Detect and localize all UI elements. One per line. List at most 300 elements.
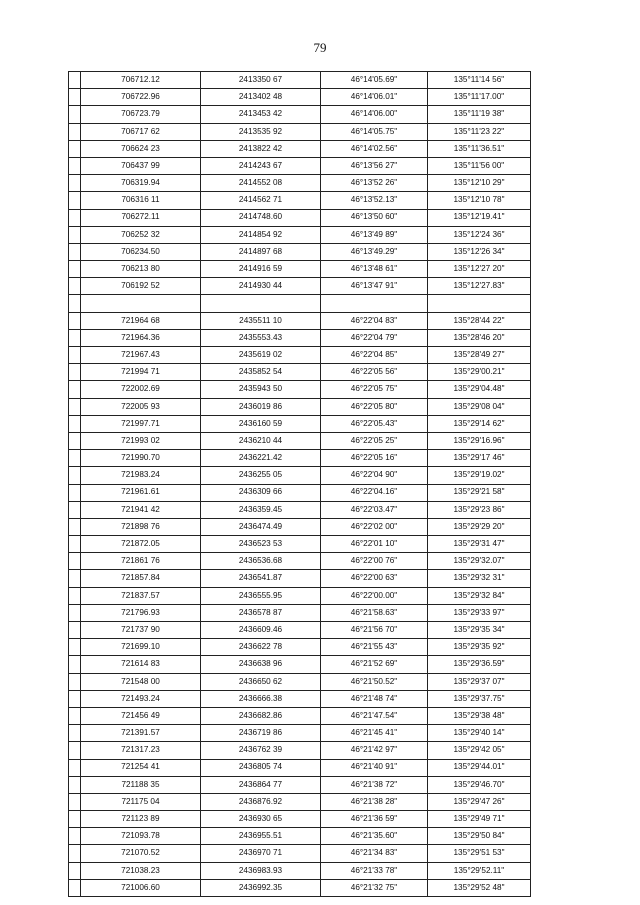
table-row	[69, 329, 631, 346]
page-number: 79	[313, 40, 327, 55]
row-margin-cell	[69, 106, 81, 123]
row-end-cell	[531, 690, 631, 707]
x-coordinate-cell: 706712.12	[81, 72, 201, 89]
x-coordinate-cell: 706437 99	[81, 157, 201, 174]
x-coordinate-cell: 721123 89	[81, 811, 201, 828]
x-coordinate-cell: 721614 83	[81, 656, 201, 673]
x-coordinate-cell: 722005 93	[81, 398, 201, 415]
latitude-cell: 46°22'04 85"	[321, 347, 428, 364]
row-end-cell	[531, 432, 631, 449]
row-end-cell	[531, 72, 631, 89]
table-row	[69, 261, 631, 278]
row-margin-cell	[69, 329, 81, 346]
table-row	[69, 828, 631, 845]
latitude-cell: 46°13'49 89"	[321, 226, 428, 243]
table-row	[69, 776, 631, 793]
y-coordinate-cell: 2436666.38	[201, 690, 321, 707]
row-margin-cell	[69, 72, 81, 89]
table-row	[69, 209, 631, 226]
table-row	[69, 656, 631, 673]
table-row	[69, 622, 631, 639]
x-coordinate-cell: 721493.24	[81, 690, 201, 707]
longitude-cell: 135°29'33 97"	[428, 604, 531, 621]
y-coordinate-cell: 2414916 59	[201, 261, 321, 278]
longitude-cell: 135°29'14 62"	[428, 415, 531, 432]
row-margin-cell	[69, 656, 81, 673]
longitude-cell: 135°11'23 22"	[428, 123, 531, 140]
table-row	[69, 467, 631, 484]
longitude-cell	[428, 295, 531, 312]
x-coordinate-cell: 721993 02	[81, 432, 201, 449]
table-row	[69, 845, 631, 862]
longitude-cell: 135°29'32 84"	[428, 587, 531, 604]
x-coordinate-cell: 721317.23	[81, 742, 201, 759]
row-end-cell	[531, 243, 631, 260]
row-margin-cell	[69, 192, 81, 209]
latitude-cell: 46°13'50 60"	[321, 209, 428, 226]
longitude-cell: 135°29'37.75"	[428, 690, 531, 707]
row-end-cell	[531, 484, 631, 501]
y-coordinate-cell: 2436019 86	[201, 398, 321, 415]
row-margin-cell	[69, 742, 81, 759]
x-coordinate-cell: 706723.79	[81, 106, 201, 123]
x-coordinate-cell	[81, 295, 201, 312]
latitude-cell: 46°21'38 72"	[321, 776, 428, 793]
x-coordinate-cell: 721456 49	[81, 707, 201, 724]
row-end-cell	[531, 622, 631, 639]
x-coordinate-cell: 721796.93	[81, 604, 201, 621]
row-end-cell	[531, 209, 631, 226]
latitude-cell: 46°21'42 97"	[321, 742, 428, 759]
row-margin-cell	[69, 845, 81, 862]
row-margin-cell	[69, 862, 81, 879]
latitude-cell: 46°21'56 70"	[321, 622, 428, 639]
row-margin-cell	[69, 140, 81, 157]
y-coordinate-cell: 2413453 42	[201, 106, 321, 123]
x-coordinate-cell: 721070.52	[81, 845, 201, 862]
row-margin-cell	[69, 536, 81, 553]
longitude-cell: 135°29'31 47"	[428, 536, 531, 553]
longitude-cell: 135°11'14 56"	[428, 72, 531, 89]
table-row	[69, 106, 631, 123]
latitude-cell: 46°21'45 41"	[321, 725, 428, 742]
y-coordinate-cell: 2435852 54	[201, 364, 321, 381]
x-coordinate-cell: 721990.70	[81, 450, 201, 467]
y-coordinate-cell: 2436650 62	[201, 673, 321, 690]
row-margin-cell	[69, 89, 81, 106]
x-coordinate-cell: 721898 76	[81, 518, 201, 535]
table-row	[69, 89, 631, 106]
longitude-cell: 135°28'44 22"	[428, 312, 531, 329]
row-margin-cell	[69, 639, 81, 656]
row-end-cell	[531, 140, 631, 157]
row-end-cell	[531, 157, 631, 174]
table-row	[69, 381, 631, 398]
latitude-cell: 46°14'06.00"	[321, 106, 428, 123]
row-end-cell	[531, 226, 631, 243]
table-row	[69, 759, 631, 776]
table-row	[69, 811, 631, 828]
y-coordinate-cell: 2413402 48	[201, 89, 321, 106]
row-margin-cell	[69, 295, 81, 312]
latitude-cell: 46°13'52.13"	[321, 192, 428, 209]
latitude-cell: 46°21'34 83"	[321, 845, 428, 862]
y-coordinate-cell: 2436578 87	[201, 604, 321, 621]
row-margin-cell	[69, 347, 81, 364]
table-row	[69, 415, 631, 432]
latitude-cell: 46°22'02 00"	[321, 518, 428, 535]
latitude-cell: 46°22'05 80"	[321, 398, 428, 415]
y-coordinate-cell: 2436955.51	[201, 828, 321, 845]
row-end-cell	[531, 501, 631, 518]
row-end-cell	[531, 89, 631, 106]
x-coordinate-cell: 721857.84	[81, 570, 201, 587]
longitude-cell: 135°29'46.70"	[428, 776, 531, 793]
row-end-cell	[531, 776, 631, 793]
latitude-cell: 46°22'04 83"	[321, 312, 428, 329]
y-coordinate-cell: 2436210 44	[201, 432, 321, 449]
y-coordinate-cell: 2435553.43	[201, 329, 321, 346]
row-margin-cell	[69, 622, 81, 639]
y-coordinate-cell: 2436682.86	[201, 707, 321, 724]
row-end-cell	[531, 828, 631, 845]
x-coordinate-cell: 721391.57	[81, 725, 201, 742]
latitude-cell: 46°21'36 59"	[321, 811, 428, 828]
table-row	[69, 862, 631, 879]
longitude-cell: 135°29'17 46"	[428, 450, 531, 467]
row-end-cell	[531, 553, 631, 570]
y-coordinate-cell: 2436970 71	[201, 845, 321, 862]
x-coordinate-cell: 721837.57	[81, 587, 201, 604]
y-coordinate-cell: 2436160 59	[201, 415, 321, 432]
row-margin-cell	[69, 450, 81, 467]
x-coordinate-cell: 706717 62	[81, 123, 201, 140]
table-row	[69, 690, 631, 707]
longitude-cell: 135°29'37 07"	[428, 673, 531, 690]
longitude-cell: 135°11'56 00"	[428, 157, 531, 174]
row-end-cell	[531, 587, 631, 604]
y-coordinate-cell: 2435943 50	[201, 381, 321, 398]
row-end-cell	[531, 879, 631, 896]
longitude-cell: 135°29'35 92"	[428, 639, 531, 656]
table-row	[69, 501, 631, 518]
y-coordinate-cell: 2436864 77	[201, 776, 321, 793]
latitude-cell: 46°21'32 75"	[321, 879, 428, 896]
y-coordinate-cell: 2436255 05	[201, 467, 321, 484]
row-end-cell	[531, 364, 631, 381]
table-row	[69, 587, 631, 604]
row-end-cell	[531, 278, 631, 295]
x-coordinate-cell: 721175 04	[81, 793, 201, 810]
latitude-cell: 46°21'47.54"	[321, 707, 428, 724]
row-margin-cell	[69, 759, 81, 776]
x-coordinate-cell: 721997.71	[81, 415, 201, 432]
y-coordinate-cell: 2436805 74	[201, 759, 321, 776]
longitude-cell: 135°12'27 20"	[428, 261, 531, 278]
y-coordinate-cell: 2435619 02	[201, 347, 321, 364]
latitude-cell: 46°22'04 90"	[321, 467, 428, 484]
x-coordinate-cell: 706192 52	[81, 278, 201, 295]
row-end-cell	[531, 175, 631, 192]
longitude-cell: 135°12'10 29"	[428, 175, 531, 192]
longitude-cell: 135°29'00.21"	[428, 364, 531, 381]
row-margin-cell	[69, 879, 81, 896]
latitude-cell: 46°13'56 27"	[321, 157, 428, 174]
row-margin-cell	[69, 175, 81, 192]
latitude-cell: 46°22'05.43"	[321, 415, 428, 432]
y-coordinate-cell: 2436930 65	[201, 811, 321, 828]
longitude-cell: 135°29'52 48"	[428, 879, 531, 896]
longitude-cell: 135°28'46 20"	[428, 329, 531, 346]
x-coordinate-cell: 721941 42	[81, 501, 201, 518]
y-coordinate-cell: 2436359.45	[201, 501, 321, 518]
latitude-cell: 46°22'04 79"	[321, 329, 428, 346]
longitude-cell: 135°29'04.48"	[428, 381, 531, 398]
latitude-cell: 46°22'05 25"	[321, 432, 428, 449]
table-row	[69, 570, 631, 587]
x-coordinate-cell: 721861 76	[81, 553, 201, 570]
x-coordinate-cell: 721872.05	[81, 536, 201, 553]
y-coordinate-cell: 2436309 66	[201, 484, 321, 501]
longitude-cell: 135°29'23 86"	[428, 501, 531, 518]
row-margin-cell	[69, 793, 81, 810]
table-row	[69, 707, 631, 724]
longitude-cell: 135°11'36.51"	[428, 140, 531, 157]
latitude-cell: 46°22'04.16"	[321, 484, 428, 501]
table-row	[69, 192, 631, 209]
row-margin-cell	[69, 725, 81, 742]
row-margin-cell	[69, 707, 81, 724]
row-end-cell	[531, 811, 631, 828]
latitude-cell: 46°21'50.52"	[321, 673, 428, 690]
longitude-cell: 135°29'32.07"	[428, 553, 531, 570]
y-coordinate-cell: 2414552 08	[201, 175, 321, 192]
row-margin-cell	[69, 501, 81, 518]
table-row	[69, 157, 631, 174]
latitude-cell: 46°22'03.47"	[321, 501, 428, 518]
row-end-cell	[531, 381, 631, 398]
row-margin-cell	[69, 484, 81, 501]
coordinates-table	[68, 71, 631, 897]
longitude-cell: 135°29'21 58"	[428, 484, 531, 501]
y-coordinate-cell: 2414748.60	[201, 209, 321, 226]
table-row	[69, 879, 631, 896]
longitude-cell: 135°29'36.59"	[428, 656, 531, 673]
table-row	[69, 673, 631, 690]
longitude-cell: 135°29'44.01"	[428, 759, 531, 776]
row-margin-cell	[69, 209, 81, 226]
latitude-cell: 46°14'05.69"	[321, 72, 428, 89]
x-coordinate-cell: 722002.69	[81, 381, 201, 398]
longitude-cell: 135°29'49 71"	[428, 811, 531, 828]
x-coordinate-cell: 706722.96	[81, 89, 201, 106]
table-row	[69, 278, 631, 295]
table-row	[69, 604, 631, 621]
longitude-cell: 135°29'38 48"	[428, 707, 531, 724]
row-end-cell	[531, 398, 631, 415]
y-coordinate-cell	[201, 295, 321, 312]
longitude-cell: 135°29'08 04"	[428, 398, 531, 415]
x-coordinate-cell: 721983.24	[81, 467, 201, 484]
latitude-cell: 46°21'48 74"	[321, 690, 428, 707]
coordinates-table-body	[69, 72, 631, 897]
row-end-cell	[531, 467, 631, 484]
row-margin-cell	[69, 811, 81, 828]
longitude-cell: 135°12'27.83"	[428, 278, 531, 295]
row-margin-cell	[69, 828, 81, 845]
row-end-cell	[531, 759, 631, 776]
longitude-cell: 135°29'47 26"	[428, 793, 531, 810]
table-row	[69, 72, 631, 89]
x-coordinate-cell: 706319.94	[81, 175, 201, 192]
y-coordinate-cell: 2436762 39	[201, 742, 321, 759]
x-coordinate-cell: 721006.60	[81, 879, 201, 896]
row-end-cell	[531, 450, 631, 467]
table-row	[69, 175, 631, 192]
row-end-cell	[531, 639, 631, 656]
x-coordinate-cell: 721188 35	[81, 776, 201, 793]
y-coordinate-cell: 2413822 42	[201, 140, 321, 157]
y-coordinate-cell: 2414243 67	[201, 157, 321, 174]
row-margin-cell	[69, 123, 81, 140]
row-margin-cell	[69, 312, 81, 329]
latitude-cell: 46°22'05 16"	[321, 450, 428, 467]
x-coordinate-cell: 721737 90	[81, 622, 201, 639]
x-coordinate-cell: 721093.78	[81, 828, 201, 845]
longitude-cell: 135°29'16.96"	[428, 432, 531, 449]
row-end-cell	[531, 604, 631, 621]
row-margin-cell	[69, 467, 81, 484]
y-coordinate-cell: 2413535 92	[201, 123, 321, 140]
table-row	[69, 518, 631, 535]
row-margin-cell	[69, 278, 81, 295]
row-margin-cell	[69, 553, 81, 570]
y-coordinate-cell: 2436609.46	[201, 622, 321, 639]
longitude-cell: 135°29'35 34"	[428, 622, 531, 639]
latitude-cell: 46°14'05.75"	[321, 123, 428, 140]
row-margin-cell	[69, 226, 81, 243]
latitude-cell: 46°21'35.60"	[321, 828, 428, 845]
table-row	[69, 364, 631, 381]
row-end-cell	[531, 656, 631, 673]
latitude-cell: 46°14'06.01"	[321, 89, 428, 106]
x-coordinate-cell: 706316 11	[81, 192, 201, 209]
longitude-cell: 135°12'26 34"	[428, 243, 531, 260]
longitude-cell: 135°29'40 14"	[428, 725, 531, 742]
latitude-cell: 46°13'47 91"	[321, 278, 428, 295]
longitude-cell: 135°29'19.02"	[428, 467, 531, 484]
latitude-cell: 46°22'05 75"	[321, 381, 428, 398]
latitude-cell: 46°22'01 10"	[321, 536, 428, 553]
x-coordinate-cell: 706624 23	[81, 140, 201, 157]
table-row	[69, 226, 631, 243]
row-end-cell	[531, 725, 631, 742]
row-margin-cell	[69, 432, 81, 449]
table-row	[69, 484, 631, 501]
latitude-cell: 46°21'40 91"	[321, 759, 428, 776]
latitude-cell	[321, 295, 428, 312]
x-coordinate-cell: 721964 68	[81, 312, 201, 329]
x-coordinate-cell: 706234.50	[81, 243, 201, 260]
y-coordinate-cell: 2436983.93	[201, 862, 321, 879]
x-coordinate-cell: 721548 00	[81, 673, 201, 690]
y-coordinate-cell: 2436474.49	[201, 518, 321, 535]
row-end-cell	[531, 123, 631, 140]
y-coordinate-cell: 2414854 92	[201, 226, 321, 243]
row-end-cell	[531, 845, 631, 862]
longitude-cell: 135°11'17.00"	[428, 89, 531, 106]
table-row	[69, 553, 631, 570]
y-coordinate-cell: 2414562 71	[201, 192, 321, 209]
row-end-cell	[531, 707, 631, 724]
y-coordinate-cell: 2436992.35	[201, 879, 321, 896]
row-end-cell	[531, 570, 631, 587]
y-coordinate-cell: 2436536.68	[201, 553, 321, 570]
table-row	[69, 742, 631, 759]
x-coordinate-cell: 721038.23	[81, 862, 201, 879]
row-end-cell	[531, 518, 631, 535]
latitude-cell: 46°13'49.29"	[321, 243, 428, 260]
y-coordinate-cell: 2436555.95	[201, 587, 321, 604]
latitude-cell: 46°21'33 78"	[321, 862, 428, 879]
row-margin-cell	[69, 587, 81, 604]
x-coordinate-cell: 706213 80	[81, 261, 201, 278]
latitude-cell: 46°13'48 61"	[321, 261, 428, 278]
y-coordinate-cell: 2435511 10	[201, 312, 321, 329]
y-coordinate-cell: 2414897 68	[201, 243, 321, 260]
row-margin-cell	[69, 604, 81, 621]
table-row	[69, 140, 631, 157]
y-coordinate-cell: 2436638 96	[201, 656, 321, 673]
row-end-cell	[531, 106, 631, 123]
row-margin-cell	[69, 518, 81, 535]
row-margin-cell	[69, 415, 81, 432]
x-coordinate-cell: 721994 71	[81, 364, 201, 381]
longitude-cell: 135°29'29 20"	[428, 518, 531, 535]
row-margin-cell	[69, 243, 81, 260]
x-coordinate-cell: 721964.36	[81, 329, 201, 346]
y-coordinate-cell: 2436523 53	[201, 536, 321, 553]
row-end-cell	[531, 329, 631, 346]
longitude-cell: 135°12'19.41"	[428, 209, 531, 226]
row-end-cell	[531, 261, 631, 278]
x-coordinate-cell: 706272.11	[81, 209, 201, 226]
x-coordinate-cell: 721699.10	[81, 639, 201, 656]
longitude-cell: 135°12'24 36"	[428, 226, 531, 243]
table-row	[69, 725, 631, 742]
table-row	[69, 398, 631, 415]
latitude-cell: 46°22'00 63"	[321, 570, 428, 587]
row-end-cell	[531, 347, 631, 364]
y-coordinate-cell: 2436719 86	[201, 725, 321, 742]
latitude-cell: 46°21'52 69"	[321, 656, 428, 673]
y-coordinate-cell: 2436876.92	[201, 793, 321, 810]
latitude-cell: 46°22'00.00"	[321, 587, 428, 604]
table-row	[69, 295, 631, 312]
longitude-cell: 135°29'50 84"	[428, 828, 531, 845]
x-coordinate-cell: 721254 41	[81, 759, 201, 776]
row-end-cell	[531, 742, 631, 759]
table-row	[69, 347, 631, 364]
table-row	[69, 536, 631, 553]
row-end-cell	[531, 673, 631, 690]
row-end-cell	[531, 862, 631, 879]
y-coordinate-cell: 2413350 67	[201, 72, 321, 89]
row-end-cell	[531, 312, 631, 329]
longitude-cell: 135°29'42 05"	[428, 742, 531, 759]
row-margin-cell	[69, 776, 81, 793]
row-margin-cell	[69, 673, 81, 690]
